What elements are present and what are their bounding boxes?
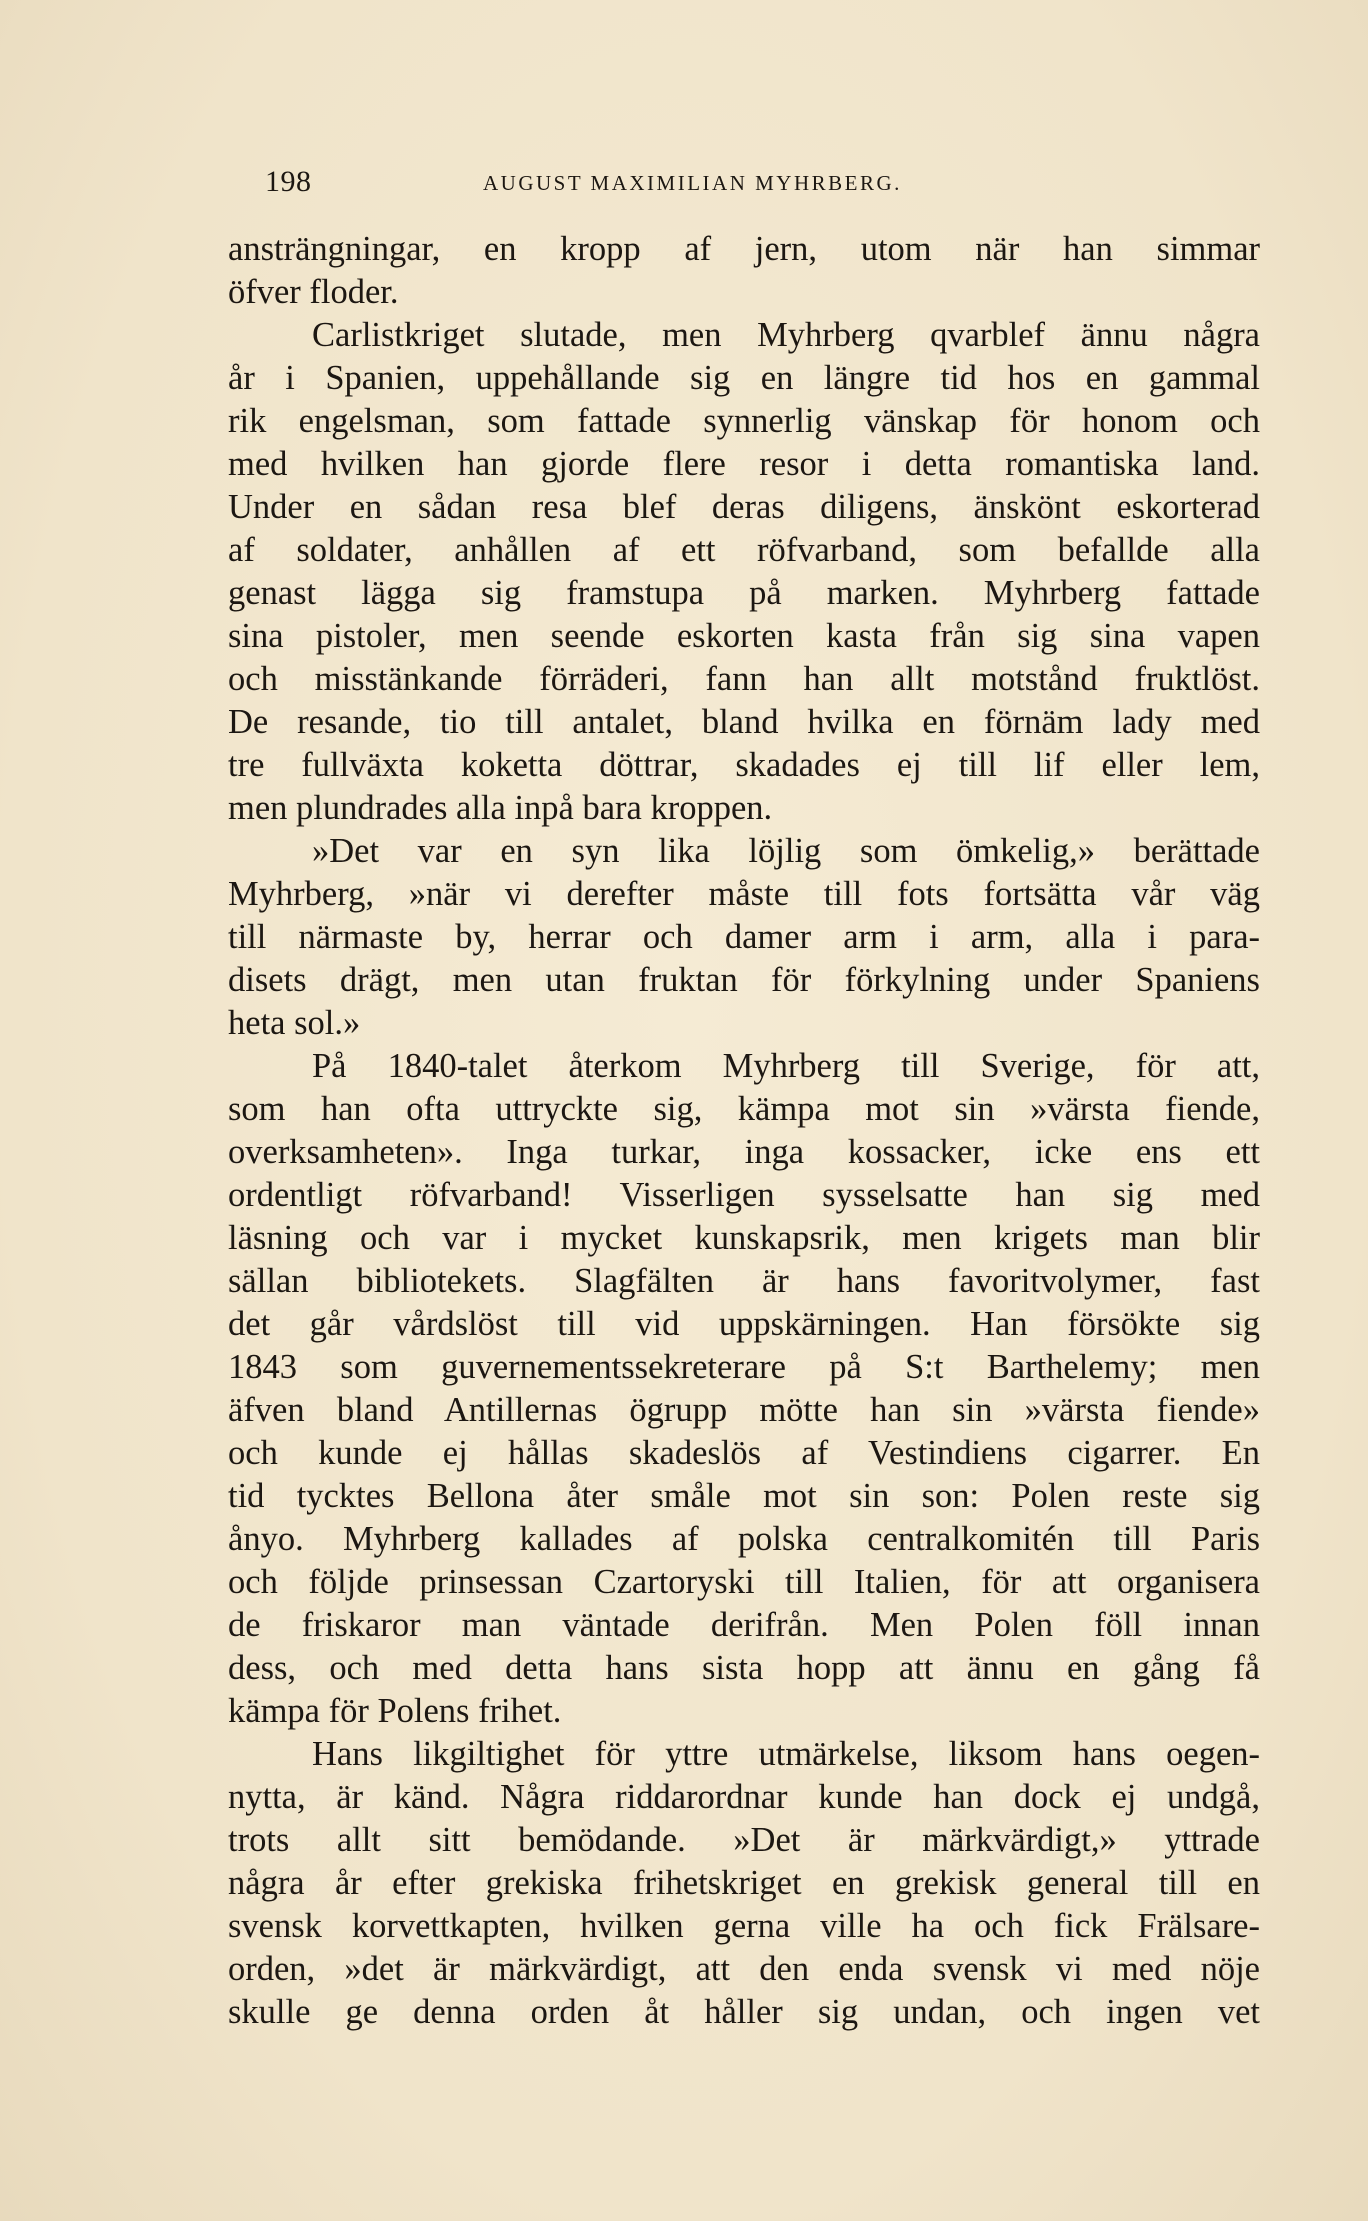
text-line: orden, »det är märkvärdigt, att den enda svensk vi med nöje <box>228 1950 1260 1988</box>
text-line: ansträngningar, en kropp af jern, utom när han simmar <box>228 230 1260 268</box>
text-line: sällan bibliotekets. Slagfälten är hans favoritvolymer, fast <box>228 1262 1260 1300</box>
text-line: äfven bland Antillernas ögrupp mötte han sin »värsta fiende» <box>228 1391 1260 1429</box>
text-line: skulle ge denna orden åt håller sig undan, och ingen vet <box>228 1993 1260 2031</box>
text-line: sina pistoler, men seende eskorten kasta från sig sina vapen <box>228 617 1260 655</box>
text-line: rik engelsman, som fattade synnerlig vänskap för honom och <box>228 402 1260 440</box>
text-line: Hans likgiltighet för yttre utmärkelse, liksom hans oegen- <box>312 1735 1260 1773</box>
text-line: de friskaror man väntade derifrån. Men Polen föll innan <box>228 1606 1260 1644</box>
text-line: år i Spanien, uppehållande sig en längre tid hos en gammal <box>228 359 1260 397</box>
body-text <box>228 228 1260 2034</box>
page-number: 198 <box>265 165 312 198</box>
text-line: och misstänkande förräderi, fann han allt motstånd fruktlöst. <box>228 660 1260 698</box>
text-line: tre fullväxta koketta döttrar, skadades ej till lif eller lem, <box>228 746 1260 784</box>
text-line: genast lägga sig framstupa på marken. Myhrberg fattade <box>228 574 1260 612</box>
text-line: Myhrberg, »när vi derefter måste till fots fortsätta vår väg <box>228 875 1260 913</box>
text-line: Under en sådan resa blef deras diligens, änskönt eskorterad <box>228 488 1260 526</box>
text-line: och följde prinsessan Czartoryski till Italien, för att organisera <box>228 1563 1260 1601</box>
running-head: AUGUST MAXIMILIAN MYHRBERG. <box>483 171 902 195</box>
text-line: svensk korvettkapten, hvilken gerna ville ha och fick Frälsare- <box>228 1907 1260 1945</box>
text-line: med hvilken han gjorde flere resor i detta romantiska land. <box>228 445 1260 483</box>
text-line: till närmaste by, herrar och damer arm i arm, alla i para- <box>228 918 1260 956</box>
text-line: 1843 som guvernementssekreterare på S:t Barthelemy; men <box>228 1348 1260 1386</box>
text-line: Carlistkriget slutade, men Myhrberg qvarblef ännu några <box>312 316 1260 354</box>
text-line: disets drägt, men utan fruktan för förkylning under Spaniens <box>228 961 1260 999</box>
text-line: öfver floder. <box>228 273 399 311</box>
text-line: som han ofta uttryckte sig, kämpa mot sin »värsta fiende, <box>228 1090 1260 1128</box>
text-line: tid tycktes Bellona åter småle mot sin son: Polen reste sig <box>228 1477 1260 1515</box>
text-line: ånyo. Myhrberg kallades af polska centralkomitén till Paris <box>228 1520 1260 1558</box>
page-header <box>265 165 1065 205</box>
text-line: och kunde ej hållas skadeslös af Vestindiens cigarrer. En <box>228 1434 1260 1472</box>
text-line: nytta, är känd. Några riddarordnar kunde han dock ej undgå, <box>228 1778 1260 1816</box>
text-line: overksamheten». Inga turkar, inga kossacker, icke ens ett <box>228 1133 1260 1171</box>
text-line: trots allt sitt bemödande. »Det är märkvärdigt,» yttrade <box>228 1821 1260 1859</box>
text-line: ordentligt röfvarband! Visserligen sysselsatte han sig med <box>228 1176 1260 1214</box>
text-line: det går vårdslöst till vid uppskärningen. Han försökte sig <box>228 1305 1260 1343</box>
text-line: men plundrades alla inpå bara kroppen. <box>228 789 773 827</box>
text-line: några år efter grekiska frihetskriget en grekisk general till en <box>228 1864 1260 1902</box>
text-line: heta sol.» <box>228 1004 361 1042</box>
text-line: På 1840-talet återkom Myhrberg till Sverige, för att, <box>312 1047 1260 1085</box>
text-line: läsning och var i mycket kunskapsrik, men krigets man blir <box>228 1219 1260 1257</box>
text-line: af soldater, anhållen af ett röfvarband, som befallde alla <box>228 531 1260 569</box>
text-line: dess, och med detta hans sista hopp att ännu en gång få <box>228 1649 1260 1687</box>
text-line: kämpa för Polens frihet. <box>228 1692 562 1730</box>
text-line: »Det var en syn lika löjlig som ömkelig,» berättade <box>312 832 1260 870</box>
text-line: De resande, tio till antalet, bland hvilka en förnäm lady med <box>228 703 1260 741</box>
